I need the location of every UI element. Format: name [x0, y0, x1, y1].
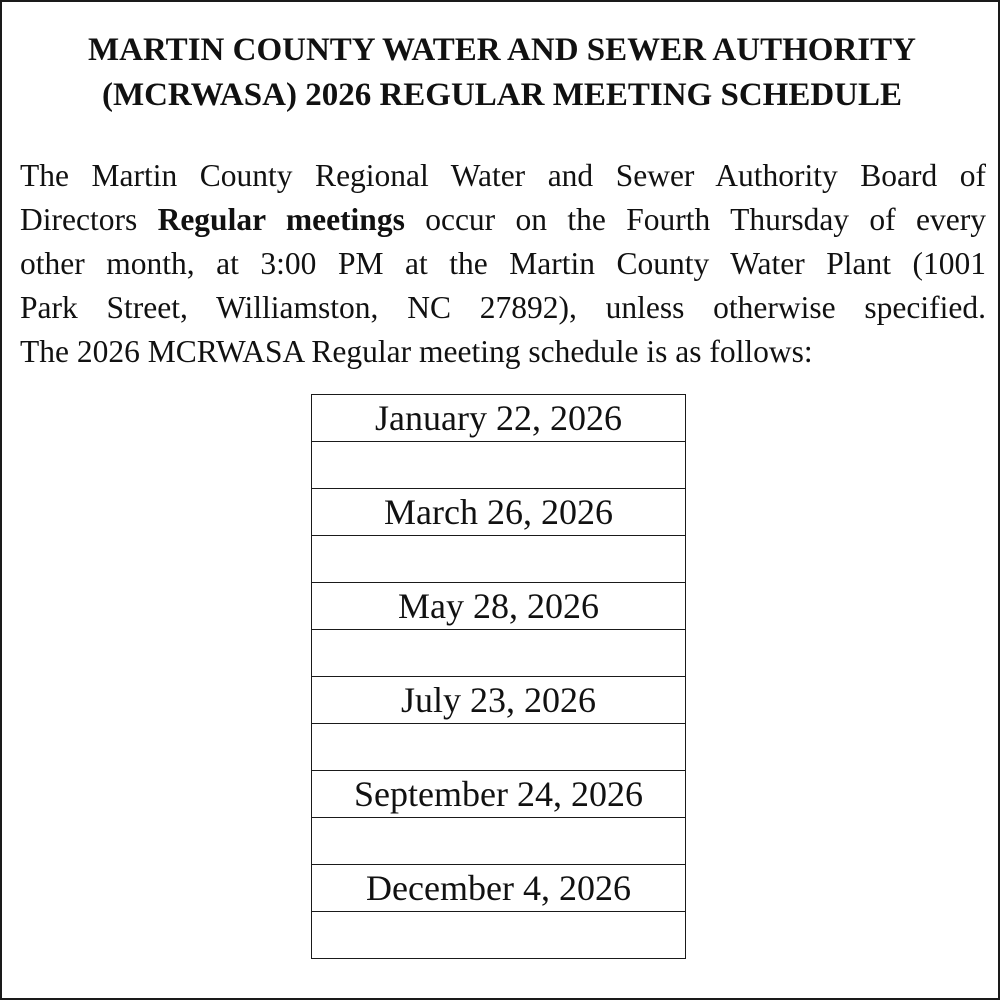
notice-title	[42, 28, 962, 118]
intro-regular-meetings-bold: Regular meetings	[157, 202, 405, 237]
table-row	[312, 677, 686, 724]
schedule-blank-cell	[312, 442, 686, 489]
table-row	[312, 583, 686, 630]
table-row	[312, 912, 686, 959]
intro-line-5: The 2026 MCRWASA Regular meeting schedule is as follows:	[20, 334, 813, 369]
meeting-schedule-table	[311, 394, 686, 959]
intro-line-2-start: Directors	[20, 202, 158, 237]
schedule-blank-cell	[312, 630, 686, 677]
table-row	[312, 489, 686, 536]
schedule-blank-cell	[312, 724, 686, 771]
table-row	[312, 395, 686, 442]
table-row	[312, 536, 686, 583]
schedule-date-cell: July 23, 2026	[312, 677, 686, 724]
schedule-date-cell: December 4, 2026	[312, 865, 686, 912]
table-row	[312, 771, 686, 818]
schedule-date-cell: March 26, 2026	[312, 489, 686, 536]
notice-intro-paragraph	[20, 154, 986, 374]
table-row	[312, 818, 686, 865]
schedule-date-cell: May 28, 2026	[312, 583, 686, 630]
intro-line-2	[20, 198, 986, 242]
schedule-blank-cell	[312, 912, 686, 959]
schedule-blank-cell	[312, 536, 686, 583]
notice-title-line-1: MARTIN COUNTY WATER AND SEWER AUTHORITY	[88, 32, 916, 68]
intro-line-1: The Martin County Regional Water and Sewer Authority Board of	[20, 158, 986, 193]
intro-line-2-end: occur on the Fourth Thursday of every	[404, 202, 986, 237]
notice-title-line-2: (MCRWASA) 2026 REGULAR MEETING SCHEDULE	[101, 77, 903, 113]
schedule-blank-cell	[312, 818, 686, 865]
schedule-date-cell: September 24, 2026	[312, 771, 686, 818]
intro-line-3: other month, at 3:00 PM at the Martin County Water Plant (1001	[20, 246, 986, 281]
table-row	[312, 724, 686, 771]
table-row	[312, 865, 686, 912]
table-row	[312, 442, 686, 489]
table-row	[312, 630, 686, 677]
intro-line-4: Park Street, Williamston, NC 27892), unless otherwise specified.	[20, 290, 986, 325]
schedule-date-cell: January 22, 2026	[312, 395, 686, 442]
